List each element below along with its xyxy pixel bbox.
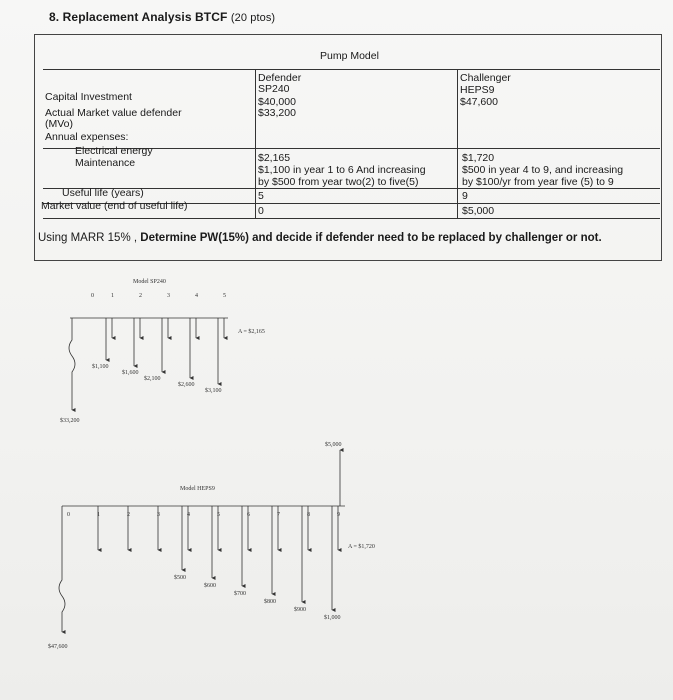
challenger-mv: $5,000 <box>462 205 495 217</box>
defender-electric: $2,165 <box>258 152 291 164</box>
defender-maint-1: $1,100 in year 1 to 6 And increasing <box>258 164 426 176</box>
table-header: Pump Model <box>320 50 379 62</box>
diagram1-maint-label: $2,600 <box>178 382 195 388</box>
diagram1-year-label: 1 <box>111 293 114 299</box>
challenger-maint-1: $500 in year 4 to 9, and increasing <box>462 164 624 176</box>
diagram1-year-label: 5 <box>223 293 226 299</box>
diagram1-year-label: 4 <box>195 293 198 299</box>
diagram2-year-label: 4 <box>187 512 190 518</box>
diagram1-maint-label: $1,600 <box>122 370 139 376</box>
defender-label: Defender <box>258 72 302 84</box>
diagram1-initial: $33,200 <box>60 418 80 424</box>
diagram2-initial: $47,600 <box>48 644 68 650</box>
defender-model: SP240 <box>258 83 290 95</box>
diagram2-year-label: 2 <box>127 512 130 518</box>
diagram2-year-label: 8 <box>307 512 310 518</box>
defender-life: 5 <box>258 190 264 202</box>
defender-maint-2: by $500 from year two(2) to five(5) <box>258 176 419 188</box>
diagram2-year-label: 7 <box>277 512 280 518</box>
diagram2-year-label: 0 <box>67 512 70 518</box>
diagram2-maint-label: $1,000 <box>324 615 341 621</box>
instruction-prefix: Using MARR 15% , <box>38 232 138 244</box>
diagram2-maint-label: $500 <box>174 575 186 581</box>
diagram2-maint-label: $700 <box>234 591 246 597</box>
row-mv-end: Market value (end of useful life) <box>41 200 188 212</box>
diagram2-year-label: 5 <box>217 512 220 518</box>
row-maintenance: Maintenance <box>75 157 136 169</box>
diagram2-maint-label: $900 <box>294 607 306 613</box>
diagram2-year-label: 9 <box>337 512 340 518</box>
diagram1-year-label: 3 <box>167 293 170 299</box>
question-title-text: Replacement Analysis BTCF <box>62 10 228 24</box>
question-points: (20 ptos) <box>230 12 276 24</box>
challenger-life: 9 <box>462 190 468 202</box>
diagram2-year-label: 6 <box>247 512 250 518</box>
row-annual: Annual expenses: <box>45 131 129 143</box>
defender-capital: $40,000 <box>258 96 296 108</box>
defender-mv0: $33,200 <box>258 107 296 119</box>
row-electric: Electrical energy <box>75 145 153 157</box>
row-amv: Actual Market value defender <box>45 107 182 119</box>
diagram1-maint-label: $3,100 <box>205 388 222 394</box>
instruction-task: Determine PW(15%) and decide if defender need to be replaced by challenger or not. <box>140 232 602 244</box>
diagram1-initial-arrow <box>69 318 75 410</box>
diagram1-annuity: A = $2,165 <box>238 329 265 335</box>
diagram2-annuity: A = $1,720 <box>348 544 375 550</box>
row-amv-sub: (MVo) <box>45 118 74 130</box>
diagram2-year-label: 3 <box>157 512 160 518</box>
diagram1-year-label: 0 <box>91 293 94 299</box>
diagram2-maint-label: $800 <box>264 599 276 605</box>
question-number: 8. <box>49 10 60 24</box>
diagram2-maint-label: $600 <box>204 583 216 589</box>
challenger-model: HEPS9 <box>460 84 495 96</box>
challenger-label: Challenger <box>460 72 511 84</box>
challenger-capital: $47,600 <box>460 96 498 108</box>
diagram2-title: Model HEPS9 <box>180 486 215 492</box>
defender-mv: 0 <box>258 205 264 217</box>
diagram1-title: Model SP240 <box>133 279 166 285</box>
row-life: Useful life (years) <box>62 187 144 199</box>
diagram2-initial-arrow <box>59 506 65 632</box>
diagram2-salvage: $5,000 <box>325 442 342 448</box>
row-capital: Capital Investment <box>45 91 132 103</box>
diagram1-maint-label: $2,100 <box>144 376 161 382</box>
challenger-maint-2: by $100/yr from year five (5) to 9 <box>462 176 614 188</box>
diagram2-year-label: 1 <box>97 512 100 518</box>
challenger-electric: $1,720 <box>462 152 495 164</box>
diagram1-year-label: 2 <box>139 293 142 299</box>
diagram1-maint-label: $1,100 <box>92 364 109 370</box>
